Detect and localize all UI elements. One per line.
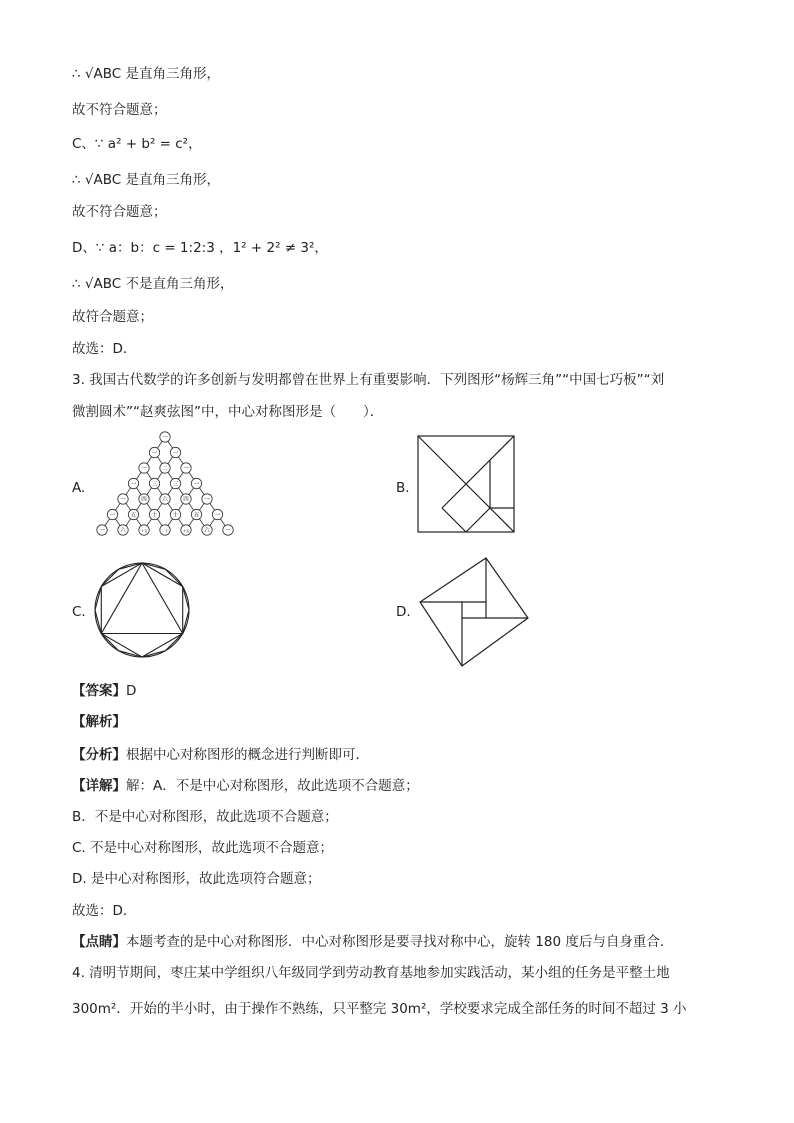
hexagon <box>101 563 182 657</box>
xiangjie-text: 解：A．不是中心对称图形，故此选项不合题意； <box>126 778 419 794</box>
tangram-figure <box>416 434 516 534</box>
question-4-line-2: 300m²．开始的半小时，由于操作不熟练，只平整完 30m²，学校要求完成全部任务的时间不超过 3 小 <box>72 1001 687 1017</box>
circle-cutting-figure <box>92 560 192 660</box>
text-line: D、∵ a：b：c = 1:2:3 ，1² + 2² ≠ 3²， <box>72 240 328 256</box>
text-line: 故选：D． <box>72 903 137 919</box>
text-line: 故不符合题意； <box>72 102 167 118</box>
triangle-node-label: 一 <box>225 528 231 535</box>
triangle-node-label: 一 <box>204 497 210 504</box>
answer-line <box>72 681 136 701</box>
outer-circle <box>95 563 189 657</box>
yanghui-triangle-figure <box>90 430 240 542</box>
question-3-line-2: 微割圆术”“赵爽弦图”中，中心对称图形是（ ）． <box>72 404 384 420</box>
triangle-node-label: 六 <box>120 528 126 535</box>
option-a-label: A. <box>72 480 86 496</box>
answer-tag: 【答案】 <box>72 683 126 699</box>
analysis-tag: 【解析】 <box>72 714 126 730</box>
dianjing-line <box>72 932 673 952</box>
fenxi-text: 根据中心对称图形的概念进行判断即可． <box>126 747 369 763</box>
text-line: B．不是中心对称图形，故此选项不合题意； <box>72 809 338 825</box>
text-line: 故不符合题意； <box>72 204 167 220</box>
triangle-node-label: 二十 <box>161 529 169 534</box>
dianjing-text: 本题考查的是中心对称图形．中心对称图形是要寻找对称中心，旋转 180 度后与自身重合． <box>126 934 674 950</box>
triangle-node-label: 四 <box>141 497 147 504</box>
answer-value: D <box>126 683 137 699</box>
option-b-label: B. <box>396 480 410 496</box>
question-4-line-1: 4. 清明节期间，枣庄某中学组织八年级同学到劳动教育基地参加实践活动，某小组的任务是平整土地 <box>72 965 670 981</box>
zhaoshuang-figure <box>418 556 530 668</box>
text-line: 故选：D． <box>72 341 137 357</box>
detail-line <box>72 776 419 796</box>
triangle-node-label: 一 <box>141 466 147 473</box>
xiangjie-tag: 【详解】 <box>72 778 126 794</box>
text-line: C. 不是中心对称图形，故此选项不合题意； <box>72 840 334 856</box>
triangle-node-label: 六 <box>204 528 210 535</box>
triangle-node-label: 六 <box>162 497 168 504</box>
triangle-node-label: 十五 <box>182 529 190 534</box>
triangle-node-label: 一 <box>99 528 105 535</box>
option-d-label: D. <box>396 604 411 620</box>
text-line: ∴ √ABC 是直角三角形， <box>72 66 220 82</box>
triangle-node-label: 五 <box>130 512 137 519</box>
text-line: D. 是中心对称图形，故此选项符合题意； <box>72 871 321 887</box>
fenxi-tag: 【分析】 <box>72 747 126 763</box>
dianjing-tag: 【点睛】 <box>72 934 126 950</box>
text-line: C、∵ a² + b² = c²， <box>72 136 202 152</box>
triangle-node-label: 一 <box>214 512 221 519</box>
triangle-node-label: 五 <box>193 512 200 519</box>
question-3-line-1: 3. 我国古代数学的许多创新与发明都曾在世界上有重要影响．下列图形“杨辉三角”“中国七巧板”“刘 <box>72 372 665 388</box>
triangle-node-label: 三 <box>151 481 158 488</box>
triangle-node-label: 一 <box>172 450 179 457</box>
triangle-node-label: 三 <box>172 481 179 488</box>
triangle-node-label: 十 <box>172 512 179 519</box>
option-c-label: C. <box>72 604 86 620</box>
text-line: ∴ √ABC 是直角三角形， <box>72 172 220 188</box>
triangle-node-label: 十五 <box>140 529 148 534</box>
text-line: ∴ √ABC 不是直角三角形， <box>72 276 234 292</box>
analysis-line <box>72 745 369 765</box>
triangle-node-label: 一 <box>162 435 168 442</box>
triangle-node-label: 四 <box>183 497 189 504</box>
triangle-node-label: 二 <box>162 466 168 473</box>
triangle-node-label: 一 <box>151 450 158 457</box>
triangle-node-label: 一 <box>183 466 189 473</box>
triangle-node-label: 一 <box>120 497 126 504</box>
triangle-node-label: 十 <box>151 512 158 519</box>
triangle-node-label: 一 <box>193 481 200 488</box>
triangle-node-label: 一 <box>130 481 137 488</box>
text-line: 故符合题意； <box>72 309 153 325</box>
triangle-node-label: 一 <box>109 512 116 519</box>
